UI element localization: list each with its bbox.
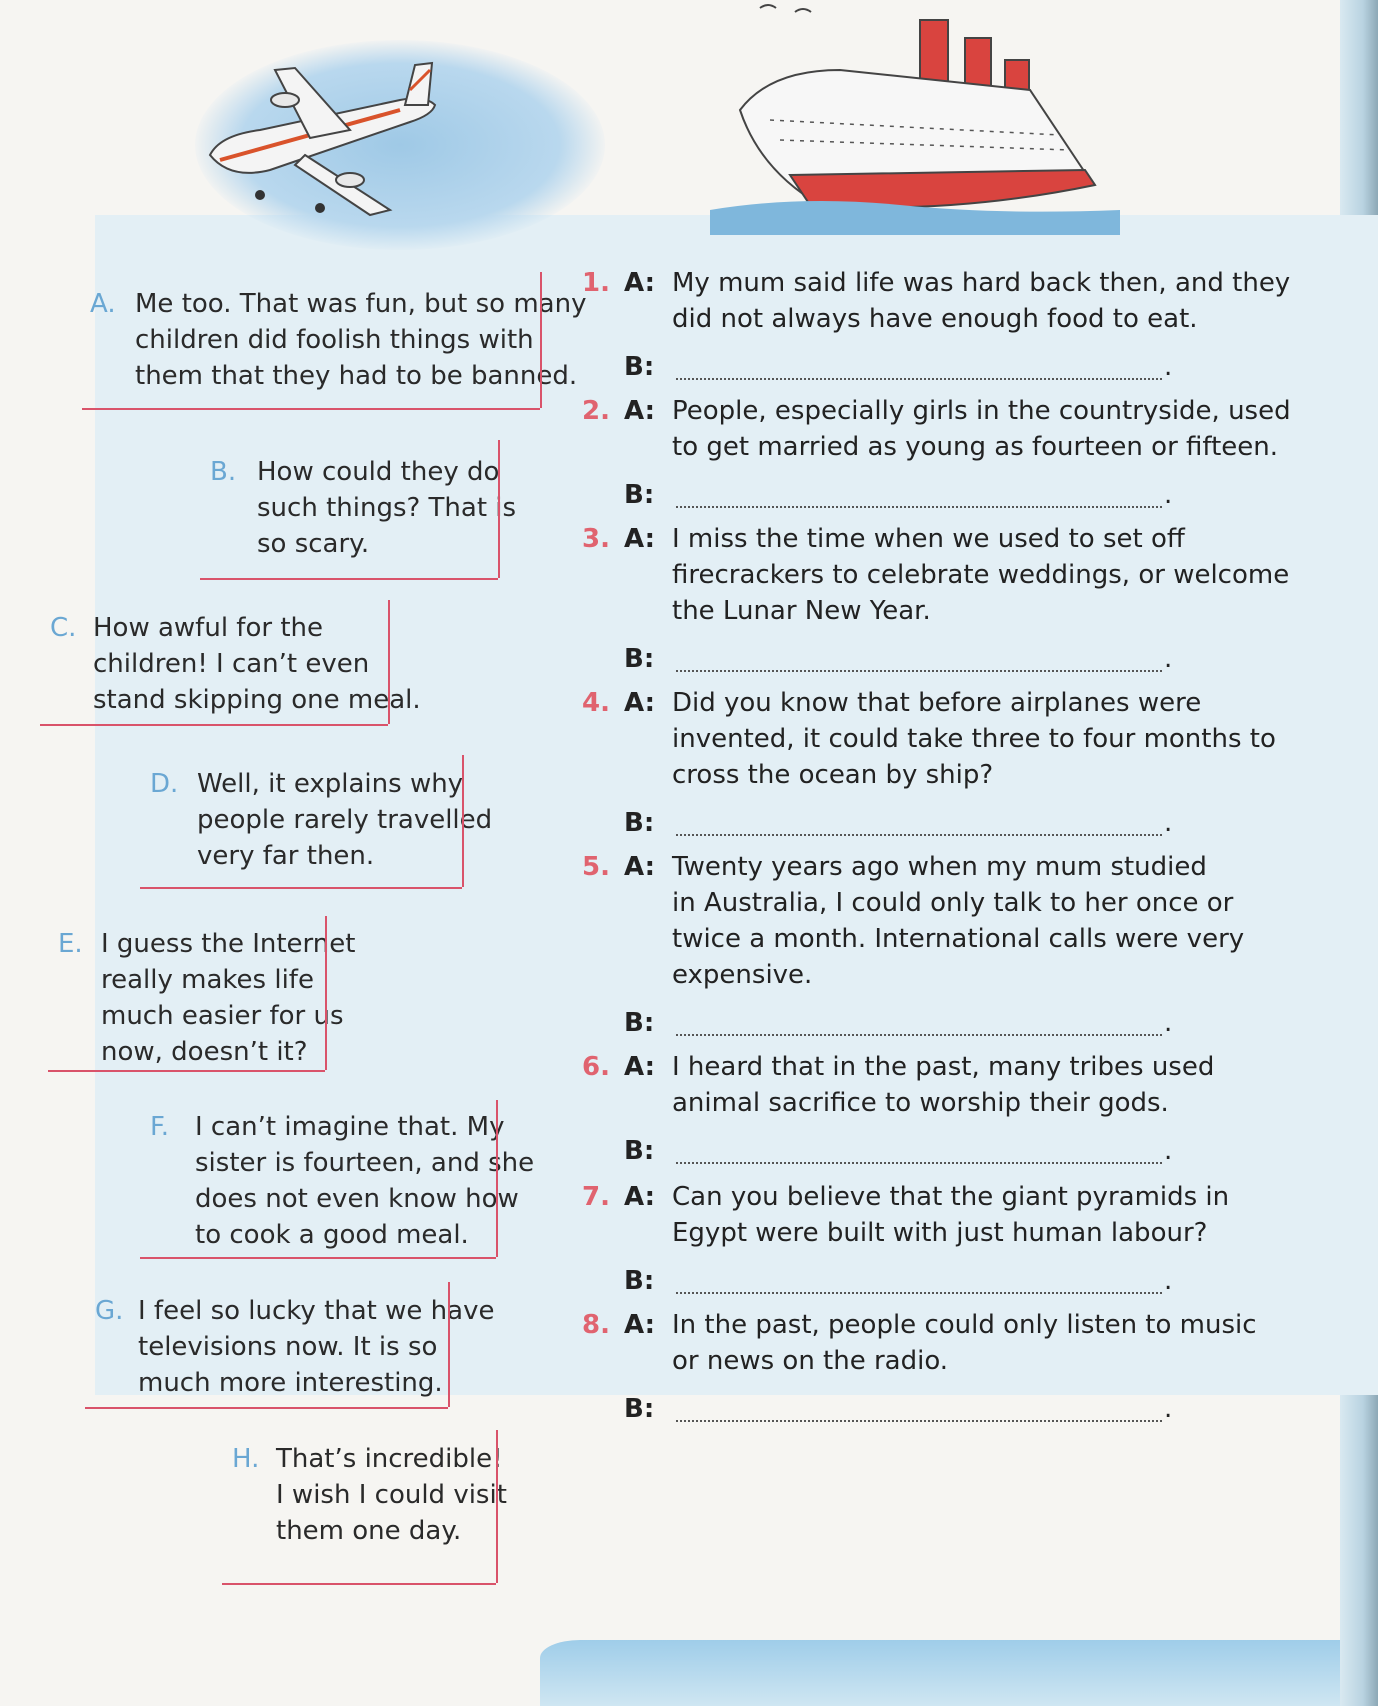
- speaker-a-text: twice a month. International calls were very: [672, 924, 1245, 954]
- airplane-illustration: [200, 60, 450, 230]
- option-frame-side: [462, 755, 464, 887]
- option-text-line: does not even know how: [195, 1184, 519, 1214]
- answer-end-period: .: [1164, 352, 1173, 382]
- option-text-line: sister is fourteen, and she: [195, 1148, 535, 1178]
- option-frame-side: [388, 600, 390, 724]
- speaker-a-text: I heard that in the past, many tribes used: [672, 1052, 1215, 1082]
- dialogue-number: 3.: [582, 524, 610, 554]
- speaker-a-text: My mum said life was hard back then, and they: [672, 268, 1291, 298]
- answer-blank[interactable]: [676, 1420, 1162, 1422]
- option-frame-bottom: [140, 887, 462, 889]
- speaker-a-text: Can you believe that the giant pyramids in: [672, 1182, 1230, 1212]
- speaker-a-text: animal sacrifice to worship their gods.: [672, 1088, 1169, 1118]
- option-text-line: now, doesn’t it?: [101, 1037, 308, 1067]
- answer-blank[interactable]: [676, 1034, 1162, 1036]
- speaker-a-text: invented, it could take three to four months to: [672, 724, 1276, 754]
- answer-blank[interactable]: [676, 834, 1162, 836]
- answer-end-period: .: [1164, 808, 1173, 838]
- option-letter: D.: [150, 769, 179, 799]
- option-text-line: very far then.: [197, 841, 375, 871]
- speaker-a-label: A:: [624, 1182, 656, 1212]
- answer-end-period: .: [1164, 1008, 1173, 1038]
- option-text-line: That’s incredible!: [276, 1444, 503, 1474]
- speaker-a-label: A:: [624, 1310, 656, 1340]
- option-frame-side: [498, 440, 500, 578]
- speaker-a-label: A:: [624, 688, 656, 718]
- speaker-a-text: expensive.: [672, 960, 813, 990]
- speaker-b-label: B:: [624, 1008, 655, 1038]
- option-frame-bottom: [200, 578, 498, 580]
- option-frame-side: [325, 916, 327, 1070]
- speaker-b-label: B:: [624, 808, 655, 838]
- speaker-a-text: Twenty years ago when my mum studied: [672, 852, 1207, 882]
- option-text-line: Well, it explains why: [197, 769, 464, 799]
- option-frame-bottom: [140, 1257, 496, 1259]
- option-letter: H.: [232, 1444, 260, 1474]
- option-text-line: Me too. That was fun, but so many: [135, 289, 587, 319]
- option-frame-side: [448, 1282, 450, 1407]
- option-text-line: children! I can’t even: [93, 649, 370, 679]
- speaker-a-text: People, especially girls in the countryside, used: [672, 396, 1291, 426]
- option-text-line: I feel so lucky that we have: [138, 1296, 495, 1326]
- option-frame-bottom: [85, 1407, 448, 1409]
- option-text-line: much easier for us: [101, 1001, 344, 1031]
- option-text-line: much more interesting.: [138, 1368, 443, 1398]
- speaker-a-text: I miss the time when we used to set off: [672, 524, 1185, 554]
- speaker-a-text: did not always have enough food to eat.: [672, 304, 1198, 334]
- option-text-line: stand skipping one meal.: [93, 685, 421, 715]
- answer-end-period: .: [1164, 1394, 1173, 1424]
- option-text-line: children did foolish things with: [135, 325, 534, 355]
- ship-illustration: [700, 0, 1120, 235]
- speaker-a-label: A:: [624, 1052, 656, 1082]
- answer-end-period: .: [1164, 1136, 1173, 1166]
- answer-end-period: .: [1164, 480, 1173, 510]
- speaker-b-label: B:: [624, 480, 655, 510]
- option-text-line: How awful for the: [93, 613, 323, 643]
- option-letter: F.: [150, 1112, 170, 1142]
- speaker-a-label: A:: [624, 268, 656, 298]
- bottom-wave: [540, 1640, 1340, 1706]
- speaker-a-label: A:: [624, 396, 656, 426]
- dialogue-number: 5.: [582, 852, 610, 882]
- dialogue-number: 1.: [582, 268, 610, 298]
- dialogue-number: 4.: [582, 688, 610, 718]
- answer-end-period: .: [1164, 644, 1173, 674]
- option-text-line: so scary.: [257, 529, 370, 559]
- option-frame-bottom: [48, 1070, 325, 1072]
- speaker-a-label: A:: [624, 524, 656, 554]
- speaker-b-label: B:: [624, 644, 655, 674]
- option-text-line: people rarely travelled: [197, 805, 493, 835]
- speaker-b-label: B:: [624, 352, 655, 382]
- speaker-a-text: In the past, people could only listen to music: [672, 1310, 1257, 1340]
- option-text-line: to cook a good meal.: [195, 1220, 469, 1250]
- speaker-a-text: the Lunar New Year.: [672, 596, 931, 626]
- option-frame-side: [496, 1100, 498, 1257]
- speaker-a-text: in Australia, I could only talk to her once or: [672, 888, 1234, 918]
- speaker-b-label: B:: [624, 1136, 655, 1166]
- option-frame-side: [496, 1430, 498, 1583]
- speaker-a-text: Did you know that before airplanes were: [672, 688, 1202, 718]
- dialogue-number: 8.: [582, 1310, 610, 1340]
- answer-end-period: .: [1164, 1266, 1173, 1296]
- option-letter: C.: [50, 613, 77, 643]
- option-letter: B.: [210, 457, 237, 487]
- option-frame-side: [540, 272, 542, 408]
- dialogue-number: 2.: [582, 396, 610, 426]
- option-text-line: televisions now. It is so: [138, 1332, 438, 1362]
- speaker-a-text: to get married as young as fourteen or fifteen.: [672, 432, 1279, 462]
- option-text-line: I can’t imagine that. My: [195, 1112, 505, 1142]
- answer-blank[interactable]: [676, 506, 1162, 508]
- dialogue-number: 7.: [582, 1182, 610, 1212]
- option-text-line: really makes life: [101, 965, 314, 995]
- answer-blank[interactable]: [676, 1292, 1162, 1294]
- option-text-line: them one day.: [276, 1516, 462, 1546]
- option-letter: A.: [90, 289, 116, 319]
- option-frame-bottom: [40, 724, 388, 726]
- answer-blank[interactable]: [676, 378, 1162, 380]
- speaker-a-text: or news on the radio.: [672, 1346, 949, 1376]
- speaker-b-label: B:: [624, 1266, 655, 1296]
- option-letter: G.: [95, 1296, 124, 1326]
- answer-blank[interactable]: [676, 1162, 1162, 1164]
- speaker-a-text: Egypt were built with just human labour?: [672, 1218, 1208, 1248]
- option-text-line: such things? That is: [257, 493, 517, 523]
- speaker-a-label: A:: [624, 852, 656, 882]
- dialogue-number: 6.: [582, 1052, 610, 1082]
- speaker-b-label: B:: [624, 1394, 655, 1424]
- option-frame-bottom: [82, 408, 540, 410]
- answer-blank[interactable]: [676, 670, 1162, 672]
- option-text-line: them that they had to be banned.: [135, 361, 578, 391]
- option-text-line: I wish I could visit: [276, 1480, 507, 1510]
- option-text-line: I guess the Internet: [101, 929, 356, 959]
- option-letter: E.: [58, 929, 83, 959]
- speaker-a-text: firecrackers to celebrate weddings, or welcome: [672, 560, 1290, 590]
- option-frame-bottom: [222, 1583, 496, 1585]
- speaker-a-text: cross the ocean by ship?: [672, 760, 994, 790]
- option-text-line: How could they do: [257, 457, 500, 487]
